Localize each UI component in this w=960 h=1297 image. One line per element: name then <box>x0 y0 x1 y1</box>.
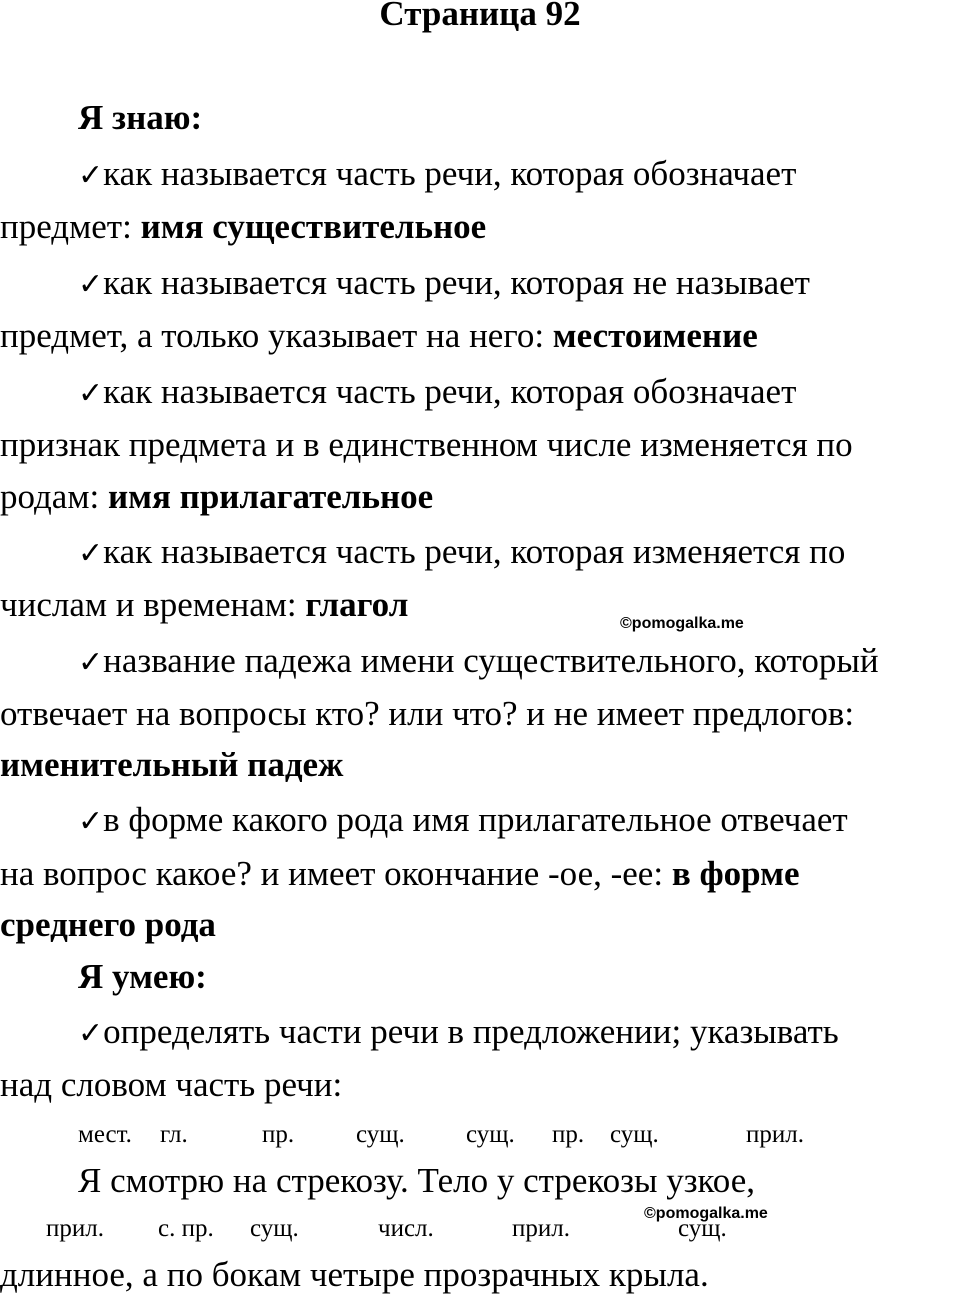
check-icon: ✓ <box>78 804 104 839</box>
know-item-6-line-2: на вопрос какое? и имеет окончание -ое, -ее: в форме <box>0 854 800 893</box>
can-item-line-2: над словом часть речи: <box>0 1065 343 1104</box>
pos-label: сущ. <box>610 1121 659 1148</box>
check-icon: ✓ <box>78 1016 104 1051</box>
page-title: Страница 92 <box>379 0 581 33</box>
know-item-2-line-2: предмет, а только указывает на него: местоимение <box>0 316 758 355</box>
pos-label: мест. <box>78 1121 132 1148</box>
know-item-3-line-2: признак предмета и в единственном числе изменяется по <box>0 425 853 464</box>
pos-label: сущ. <box>250 1215 299 1242</box>
know-item-1-line-2: предмет: имя существительное <box>0 207 487 246</box>
pos-label: числ. <box>378 1215 434 1242</box>
check-icon: ✓ <box>78 645 104 680</box>
can-heading: Я умею: <box>78 957 207 996</box>
pos-label: с. пр. <box>158 1215 214 1242</box>
know-item-4-line-1: ✓как называется часть речи, которая изменяется по <box>78 532 846 571</box>
can-item-line-1: ✓определять части речи в предложении; указывать <box>78 1012 839 1051</box>
know-item-5-line-2: отвечает на вопросы кто? или что? и не имеет предлогов: <box>0 694 855 733</box>
answer-text: имя прилагательное <box>107 477 434 516</box>
example-sentence-line-1: Я смотрю на стрекозу. Тело у стрекозы узкое, <box>78 1161 755 1200</box>
know-item-3-line-3: родам: имя прилагательное <box>0 477 434 516</box>
answer-text: имя существительное <box>140 207 487 246</box>
pos-label: прил. <box>746 1121 804 1148</box>
know-item-5-line-3: именительный падеж <box>0 745 344 784</box>
watermark: ©pomogalka.me <box>620 615 744 632</box>
know-item-2-line-1: ✓как называется часть речи, которая не называет <box>78 263 810 302</box>
pos-label: прил. <box>512 1215 570 1242</box>
check-icon: ✓ <box>78 267 104 302</box>
know-item-1-line-1: ✓как называется часть речи, которая обозначает <box>78 154 797 193</box>
know-item-6-line-1: ✓в форме какого рода имя прилагательное отвечает <box>78 800 848 839</box>
pos-label: пр. <box>262 1121 295 1148</box>
check-icon: ✓ <box>78 158 104 193</box>
check-icon: ✓ <box>78 376 104 411</box>
answer-text: местоимение <box>552 316 758 355</box>
pos-label: пр. <box>552 1121 585 1148</box>
know-item-6-line-3: среднего рода <box>0 905 216 944</box>
pos-label: гл. <box>160 1121 188 1148</box>
pos-label: сущ. <box>356 1121 405 1148</box>
know-heading: Я знаю: <box>78 98 203 137</box>
know-item-5-line-1: ✓название падежа имени существительного, который <box>78 641 879 680</box>
watermark: ©pomogalka.me <box>644 1205 768 1222</box>
know-item-4-line-2: числам и временам: глагол <box>0 585 409 624</box>
answer-text: в форме <box>671 854 800 893</box>
pos-label: прил. <box>46 1215 104 1242</box>
pos-label: сущ. <box>466 1121 515 1148</box>
pos-label: сущ. <box>678 1215 727 1242</box>
answer-text: глагол <box>305 585 409 624</box>
know-item-3-line-1: ✓как называется часть речи, которая обозначает <box>78 372 797 411</box>
check-icon: ✓ <box>78 536 104 571</box>
example-sentence-line-2: длинное, а по бокам четыре прозрачных крыла. <box>0 1255 709 1294</box>
